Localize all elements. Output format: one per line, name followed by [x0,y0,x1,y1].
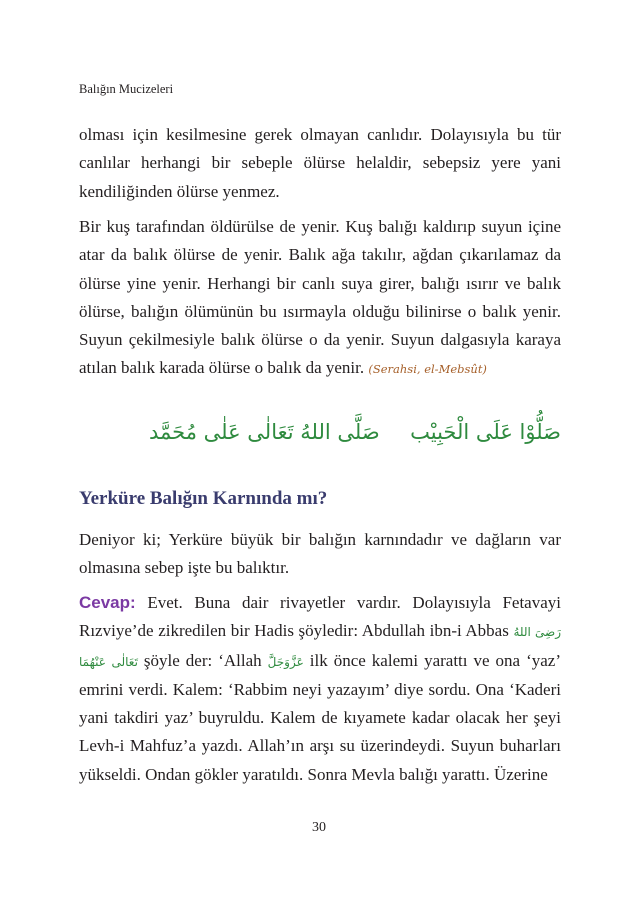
section-heading: Yerküre Balığın Karnında mı? [79,488,328,509]
answer-label: Cevap: [79,593,136,612]
salawat-call: صَلُّوْا عَلَى الْحَبِيْب [410,420,561,444]
paragraph-2-text: Bir kuş tarafından öldürülse de yenir. Kuş balığı kaldırıp suyun içine atar da balık ölürse de yenir. Balık ağa takılır, ağdan çıkarılamaz da ölürse yine yenir. Herhangi bir canlı suya girer, balığı ısırır ve balık ölürse, balığın ölümünün bu ısırmayla olduğu bilinirse o balık yenir. Suyun çekilmesiyle balık ölürse o da yenir. Suyun dalgasıyla karaya atılan balık karada ölürse o balık da yenir. [79,217,561,378]
question-paragraph: Deniyor ki; Yerküre büyük bir balığın karnındadır ve dağların var olmasına sebep işte bu balıktır. [79,530,561,578]
page-number: 30 [312,820,326,835]
answer-paragraph [79,589,561,789]
source-reference: (Serahsi, el-Mebsût) [368,362,487,377]
paragraph-2 [79,213,561,384]
arabic-honorific-azza-wa-jalla: عَزَّوَجَلَّ [267,654,304,669]
salawat-row [79,420,561,460]
paragraph-1: olması için kesilmesine gerek olmayan canlıdır. Dolayısıyla bu tür canlılar herhangi bir sebeple ölürse helaldir, sebepsiz yere yani kendiliğinden ölürse yenmez. [79,125,561,201]
arabic-honorific-radiyallah: رَضِیَ اللهُ تَعَالٰی عَنْهُمَا [79,625,561,669]
running-header: Balığın Mucizeleri [79,82,174,96]
answer-text-3: ilk önce kalemi yarattı ve ona ‘yaz’ emrini verdi. Kalem: ‘Rabbim neyi yazayım’ diye sordu. Ona ‘Kaderi yani takdiri yaz’ buyruldu. Kalem de kıyamete kadar olacak her şeyi Levh-i Mahfuz’a yazdı. Allah’ın arşı su üzerindeydi. Suyun buharları yükseldi. Ondan gökler yaratıldı. Sonra Mevla balığı yarattı. Üzerine [79,650,561,784]
answer-text-2: şöyle der: ‘Allah [137,650,268,670]
salawat-response: صَلَّى اللهُ تَعَالٰى عَلٰى مُحَمَّد [149,420,380,444]
answer-text-1: Evet. Buna dair rivayetler vardır. Dolayısıyla Fetavayi Rızviye’de zikredilen bir Hadis şöyledir: Abdullah ibn-i Abbas [79,593,561,641]
